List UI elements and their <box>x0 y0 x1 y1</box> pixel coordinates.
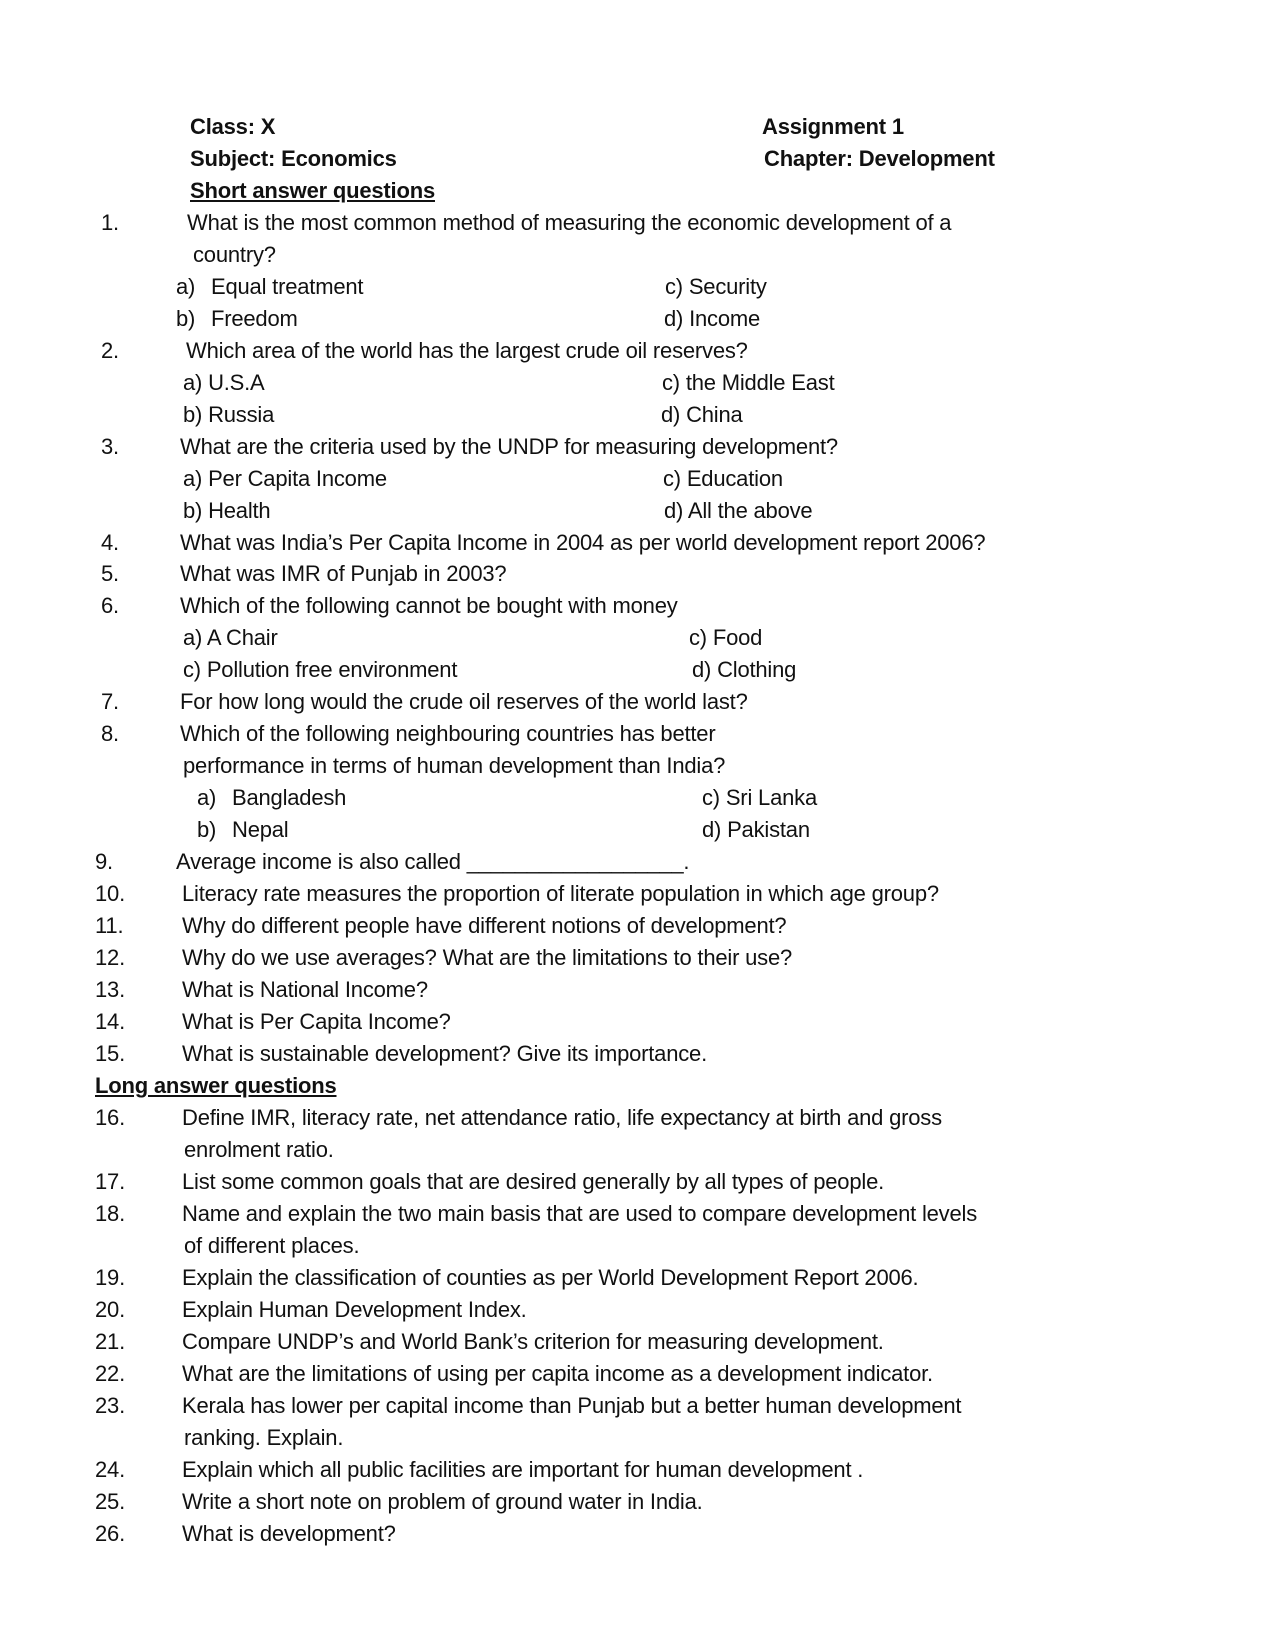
question-number: 11. <box>95 913 124 938</box>
class-label: Class: X <box>190 114 276 139</box>
option-a: Equal treatment <box>211 274 364 299</box>
question-number: 12. <box>95 945 125 970</box>
question-text: What is National Income? <box>182 977 428 1002</box>
question-number: 4. <box>101 530 119 555</box>
question-text: What are the limitations of using per capita income as a development indicator. <box>182 1361 933 1386</box>
option-c: c) Security <box>665 274 767 299</box>
question-text: Why do different people have different notions of development? <box>182 913 787 938</box>
question-number: 7. <box>101 689 119 714</box>
question-number: 2. <box>101 338 119 363</box>
question-number: 14. <box>95 1009 125 1034</box>
question-text-continued: performance in terms of human development than India? <box>183 753 726 778</box>
question-text: Explain the classification of counties as per World Development Report 2006. <box>182 1265 919 1290</box>
question-text: What is development? <box>182 1521 396 1546</box>
question-number: 18. <box>95 1201 125 1226</box>
question-number: 25. <box>95 1489 125 1514</box>
option-b: b) Russia <box>183 402 275 427</box>
question-text: Write a short note on problem of ground water in India. <box>182 1489 703 1514</box>
option-b: c) Pollution free environment <box>183 657 458 682</box>
option-d: d) Clothing <box>692 657 797 682</box>
long-answer-heading: Long answer questions <box>95 1073 337 1098</box>
question-text: Average income is also called __________________. <box>176 849 690 874</box>
assignment-label: Assignment 1 <box>762 114 904 139</box>
option-a: a) U.S.A <box>183 370 265 395</box>
question-text-continued: enrolment ratio. <box>184 1137 334 1162</box>
question-number: 5. <box>101 561 119 586</box>
question-text-continued: country? <box>193 242 276 267</box>
question-text: What is Per Capita Income? <box>182 1009 451 1034</box>
option-letter: a) <box>197 785 217 810</box>
question-number: 8. <box>101 721 119 746</box>
option-d: d) China <box>661 402 743 427</box>
question-text: Kerala has lower per capital income than Punjab but a better human development <box>182 1393 962 1418</box>
question-number: 10. <box>95 881 125 906</box>
question-number: 23. <box>95 1393 125 1418</box>
question-text: Compare UNDP’s and World Bank’s criterion for measuring development. <box>182 1329 884 1354</box>
question-text: Which of the following neighbouring countries has better <box>180 721 716 746</box>
chapter-label: Chapter: Development <box>764 146 995 171</box>
option-letter: b) <box>176 306 196 331</box>
question-text: For how long would the crude oil reserves of the world last? <box>180 689 748 714</box>
question-number: 9. <box>95 849 113 874</box>
short-answer-heading: Short answer questions <box>190 178 435 203</box>
question-number: 21. <box>95 1329 125 1354</box>
question-number: 19. <box>95 1265 125 1290</box>
question-text: What was IMR of Punjab in 2003? <box>180 561 507 586</box>
option-letter: a) <box>176 274 196 299</box>
question-text: Define IMR, literacy rate, net attendance ratio, life expectancy at birth and gross <box>182 1105 942 1130</box>
question-text-continued: of different places. <box>184 1233 360 1258</box>
question-text: Which area of the world has the largest crude oil reserves? <box>186 338 748 363</box>
question-text: What is sustainable development? Give its importance. <box>182 1041 707 1066</box>
question-text: Literacy rate measures the proportion of literate population in which age group? <box>182 881 939 906</box>
question-number: 13. <box>95 977 125 1002</box>
option-c: c) the Middle East <box>662 370 835 395</box>
option-a: Bangladesh <box>232 785 347 810</box>
question-text: Explain which all public facilities are important for human development . <box>182 1457 864 1482</box>
option-c: c) Sri Lanka <box>702 785 817 810</box>
question-number: 22. <box>95 1361 125 1386</box>
question-number: 20. <box>95 1297 125 1322</box>
option-c: c) Food <box>689 625 763 650</box>
question-number: 15. <box>95 1041 125 1066</box>
question-text: Name and explain the two main basis that are used to compare development levels <box>182 1201 977 1226</box>
question-number: 17. <box>95 1169 125 1194</box>
question-text: What is the most common method of measuring the economic development of a <box>187 210 952 235</box>
question-text-continued: ranking. Explain. <box>184 1425 344 1450</box>
option-a: a) A Chair <box>183 625 278 650</box>
question-number: 3. <box>101 434 119 459</box>
question-text: Which of the following cannot be bought with money <box>180 593 678 618</box>
option-d: d) Pakistan <box>702 817 810 842</box>
question-text: Explain Human Development Index. <box>182 1297 527 1322</box>
question-text: What was India’s Per Capita Income in 2004 as per world development report 2006? <box>180 530 986 555</box>
option-c: c) Education <box>663 466 783 491</box>
option-b: b) Health <box>183 498 271 523</box>
question-number: 16. <box>95 1105 125 1130</box>
option-d: d) Income <box>664 306 761 331</box>
option-b: Freedom <box>211 306 298 331</box>
question-number: 1. <box>101 210 119 235</box>
option-a: a) Per Capita Income <box>183 466 387 491</box>
option-d: d) All the above <box>664 498 813 523</box>
question-text: What are the criteria used by the UNDP for measuring development? <box>180 434 838 459</box>
question-text: List some common goals that are desired generally by all types of people. <box>182 1169 885 1194</box>
option-letter: b) <box>197 817 217 842</box>
subject-label: Subject: Economics <box>190 146 397 171</box>
option-b: Nepal <box>232 817 289 842</box>
question-number: 26. <box>95 1521 125 1546</box>
question-text: Why do we use averages? What are the limitations to their use? <box>182 945 793 970</box>
question-number: 24. <box>95 1457 125 1482</box>
question-number: 6. <box>101 593 119 618</box>
